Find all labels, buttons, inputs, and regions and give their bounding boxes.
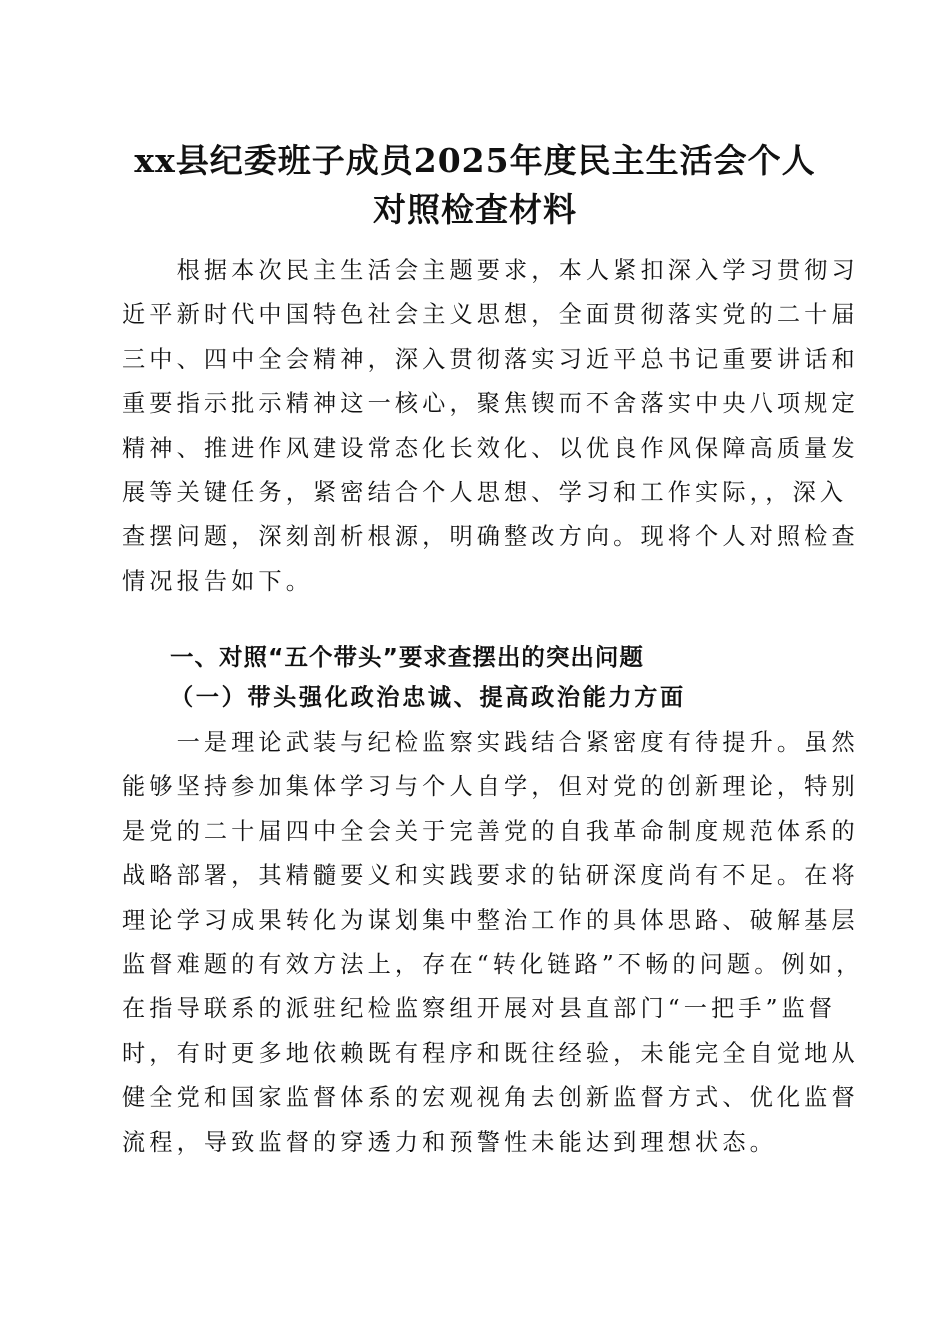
intro-line: 重要指示批示精神这一核心，聚焦锲而不舍落实中央八项规定: [122, 390, 859, 418]
body-line: 理论学习成果转化为谋划集中整治工作的具体思路、破解基层: [122, 906, 859, 934]
body-paragraph: [122, 721, 864, 1165]
intro-line: 精神、推进作风建设常态化长效化、以优良作风保障高质量发: [122, 434, 859, 462]
intro-line: 近平新时代中国特色社会主义思想，全面贯彻落实党的二十届: [122, 301, 859, 329]
body-line: 是党的二十届四中全会关于完善党的自我革命制度规范体系的: [122, 817, 859, 845]
body-line: 在指导联系的派驻纪检监察组开展对县直部门“一把手”监督: [122, 995, 837, 1023]
intro-line: 情况报告如下。: [122, 567, 314, 595]
intro-line: 展等关键任务，紧密结合个人思想、学习和工作实际，，深入: [122, 478, 848, 506]
body-line: 能够坚持参加集体学习与个人自学，但对党的创新理论，特别: [122, 773, 859, 801]
body-line: 时，有时更多地依赖既有程序和既往经验，未能完全自觉地从: [122, 1039, 859, 1067]
section-heading: 一、对照“五个带头”要求查摆出的突出问题: [170, 643, 644, 671]
intro-line: 三中、四中全会精神，深入贯彻落实习近平总书记重要讲话和: [122, 345, 859, 373]
subsection-heading: （一）带头强化政治忠诚、提高政治能力方面: [170, 684, 686, 711]
body-line: 一是理论武装与纪检监察实践结合紧密度有待提升。虽然: [122, 729, 859, 756]
document-title-line-1: xx县纪委班子成员2025年度民主生活会个人: [134, 141, 816, 180]
intro-line: 查摆问题，深刻剖析根源，明确整改方向。现将个人对照检查: [122, 523, 859, 551]
body-line: 健全党和国家监督体系的宏观视角去创新监督方式、优化监督: [122, 1084, 859, 1112]
body-line: 流程，导致监督的穿透力和预警性未能达到理想状态。: [122, 1128, 777, 1156]
intro-paragraph: [122, 249, 859, 604]
body-line: 监督难题的有效方法上，存在“转化链路”不畅的问题。例如，: [122, 950, 864, 978]
body-line: 战略部署，其精髓要义和实践要求的钻研深度尚有不足。在将: [122, 862, 859, 890]
intro-line: 根据本次民主生活会主题要求，本人紧扣深入学习贯彻习: [122, 257, 859, 284]
document-title-line-2: 对照检查材料: [373, 190, 577, 229]
